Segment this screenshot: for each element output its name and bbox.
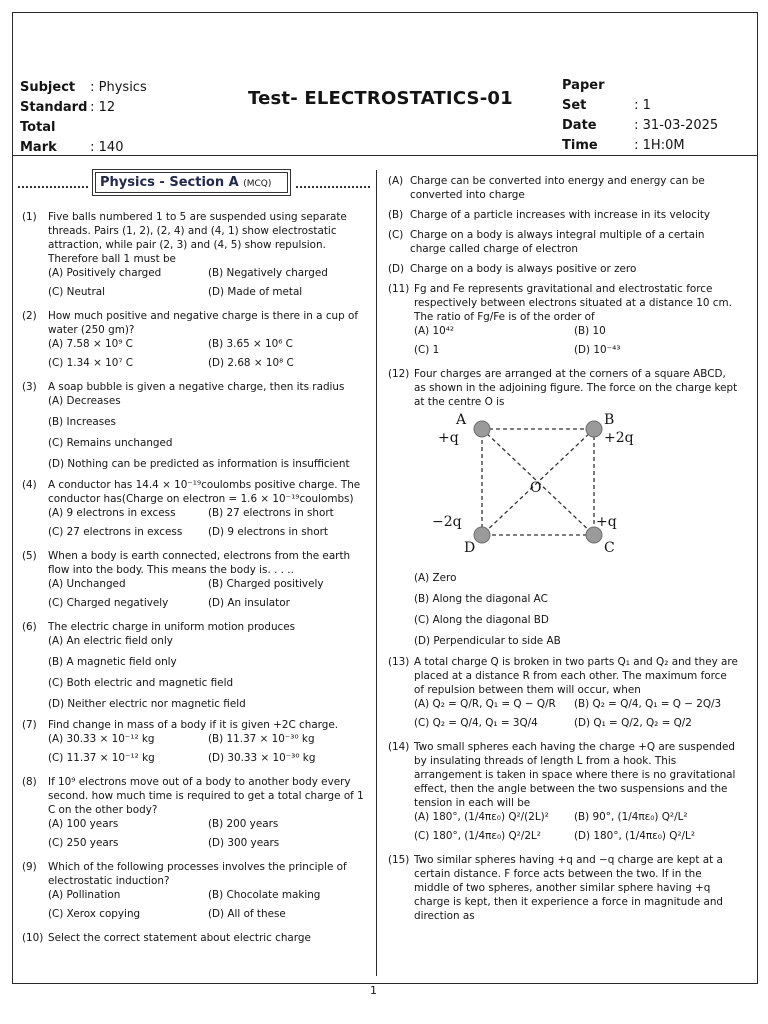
option-3[interactable]: (D) 2.68 × 10⁸ C: [208, 357, 294, 369]
option-3[interactable]: (D) All of these: [208, 908, 286, 920]
q10-options: [388, 174, 738, 276]
question-left-0: [22, 210, 370, 304]
option-2[interactable]: (C) 1: [414, 344, 440, 356]
option-1[interactable]: (B) Charged positively: [208, 578, 324, 590]
option-1[interactable]: (B) 10: [574, 325, 606, 337]
question-right-1: [388, 367, 738, 648]
option-0[interactable]: (A) Unchanged: [48, 578, 126, 590]
section-title-box: [92, 169, 291, 196]
question-left-4: [22, 549, 370, 615]
option-letter: (A): [388, 175, 404, 187]
question-left-1: [22, 309, 370, 375]
section-dots-left: [18, 186, 88, 188]
option-row: [48, 817, 370, 836]
option-3[interactable]: (D) Made of metal: [208, 286, 303, 298]
header-divider: [12, 155, 758, 156]
option-row: [48, 506, 370, 525]
option-2[interactable]: (C) 1.34 × 10⁷ C: [48, 357, 134, 369]
page-number: 1: [370, 984, 377, 997]
page-title: Test- ELECTROSTATICS-01: [248, 88, 513, 109]
question-left-2: [22, 380, 370, 471]
option-2[interactable]: (C) 250 years: [48, 837, 119, 849]
question-number: (13): [388, 656, 410, 668]
option-2[interactable]: (C) Q₂ = Q/4, Q₁ = 3Q/4: [414, 717, 538, 729]
option-1[interactable]: (B) Chocolate making: [208, 889, 321, 901]
charge-a: +q: [438, 430, 459, 446]
option-3[interactable]: (D) 30.33 × 10⁻³⁰ kg: [208, 752, 316, 764]
option-row: [48, 888, 370, 907]
option-1[interactable]: (B) Q₂ = Q/4, Q₁ = Q − 2Q/3: [574, 698, 722, 710]
option-row: [48, 732, 370, 751]
option-2[interactable]: (C) Charged negatively: [48, 597, 169, 609]
option-row: [48, 907, 370, 926]
standard-label: Standard: [20, 100, 88, 115]
question-right-3: [388, 740, 738, 848]
option-text: Charge on a body is always positive or zero: [410, 263, 637, 275]
option-3[interactable]: (D) Neither electric nor magnetic field: [48, 698, 246, 710]
standard-value: : 12: [90, 100, 116, 115]
option-text: Charge on a body is always integral multiple of a certain charge called charge of electron: [410, 229, 705, 255]
time-value: : 1H:0M: [634, 138, 685, 153]
option-0[interactable]: (A) An electric field only: [48, 635, 173, 647]
question-number: (1): [22, 211, 37, 223]
option-row: [414, 716, 738, 735]
paper-set-value: : 1: [634, 98, 651, 113]
question-right-2: [388, 655, 738, 735]
option-row: [48, 751, 370, 770]
option-1[interactable]: (B) Negatively charged: [208, 267, 328, 279]
question-left-9: [22, 931, 370, 945]
question-left-5: [22, 620, 370, 711]
label-c: C: [604, 540, 615, 556]
paper-set-label: Paper Set: [562, 78, 605, 113]
q10-option-2[interactable]: [388, 228, 738, 256]
question-number: (10): [22, 932, 44, 944]
option-1[interactable]: (B) 11.37 × 10⁻³⁰ kg: [208, 733, 315, 745]
question-left-8: [22, 860, 370, 926]
question-text: Two similar spheres having +q and −q charge are kept at a certain distance. F force acts between the two. If in the middle of two spheres, another similar sphere having +q charge is kept, then it experience a force in magnitude and direction as: [414, 854, 724, 922]
time-label: Time: [562, 138, 598, 153]
option-2[interactable]: (C) Both electric and magnetic field: [48, 677, 234, 689]
option-0[interactable]: (A) 100 years: [48, 818, 119, 830]
option-2[interactable]: (C) 27 electrons in excess: [48, 526, 183, 538]
question-text: Two small spheres each having the charge +Q are suspended by insulating threads of length L from a hook. This arrangement is taken in space where there is no gravitational effect, then the angle between the two suspensions and the tension in each will be: [414, 741, 736, 809]
right-questions: [388, 282, 738, 923]
option-row: [414, 697, 738, 716]
option-row: [414, 324, 738, 343]
option-1[interactable]: (B) 3.65 × 10⁶ C: [208, 338, 293, 350]
question-number: (4): [22, 479, 37, 491]
option-2[interactable]: (C) Neutral: [48, 286, 106, 298]
label-o: O: [530, 480, 542, 496]
question-number: (9): [22, 861, 37, 873]
date-label: Date: [562, 118, 597, 133]
charge-sphere-a: [474, 421, 490, 437]
option-row: [48, 356, 370, 375]
right-column: [388, 174, 738, 928]
question-number: (15): [388, 854, 410, 866]
option-1[interactable]: (B) Increases: [48, 416, 116, 428]
option-1[interactable]: (B) A magnetic field only: [48, 656, 177, 668]
question-right-4: [388, 853, 738, 923]
question-text: The electric charge in uniform motion produces: [48, 621, 296, 633]
option-1[interactable]: (B) 90°, (1/4πε₀) Q²/L²: [574, 811, 688, 823]
option-3[interactable]: (D) 300 years: [208, 837, 280, 849]
option-3[interactable]: (D) 10⁻⁴³: [574, 344, 621, 356]
option-0[interactable]: (A) 10⁴²: [414, 325, 455, 337]
option-0[interactable]: (A) Pollination: [48, 889, 121, 901]
option-0[interactable]: (A) Q₂ = Q/R, Q₁ = Q − Q/R: [414, 698, 556, 710]
question-text: Four charges are arranged at the corners of a square ABCD, as shown in the adjoining figure. The force on the charge kept at the centre O is: [414, 368, 738, 408]
charge-b: +2q: [604, 430, 634, 446]
option-text: Charge can be converted into energy and energy can be converted into charge: [410, 175, 705, 201]
option-1[interactable]: (B) Along the diagonal AC: [414, 593, 548, 605]
charge-sphere-d: [474, 527, 490, 543]
question-right-0: [388, 282, 738, 362]
question-text: Five balls numbered 1 to 5 are suspended using separate threads. Pairs (1, 2), (2, 4) and (4, 1) show electrostatic attraction, while pair (2, 3) and (4, 5) show repulsion. Therefore ball 1 must be: [48, 211, 347, 265]
option-letter: (D): [388, 263, 405, 275]
section-title: Physics - Section A: [100, 175, 239, 190]
date-value: : 31-03-2025: [634, 118, 719, 133]
option-row: [48, 266, 370, 285]
header-right: [562, 76, 718, 156]
option-0[interactable]: (A) Zero: [414, 572, 457, 584]
option-row: [48, 525, 370, 544]
option-2[interactable]: (C) 180°, (1/4πε₀) Q²/2L²: [414, 830, 541, 842]
label-a: A: [456, 412, 467, 428]
question-text: If 10⁹ electrons move out of a body to another body every second. how much time is required to get a total charge of 1 C on the other body?: [48, 776, 364, 816]
question-number: (6): [22, 621, 37, 633]
label-d: D: [464, 540, 476, 556]
option-3[interactable]: (D) An insulator: [208, 597, 290, 609]
option-row: [48, 836, 370, 855]
question-text: A conductor has 14.4 × 10⁻¹⁹coulombs positive charge. The conductor has(Charge on electron = 1.6 × 10⁻¹⁹coulombs): [48, 479, 361, 505]
question-number: (2): [22, 310, 37, 322]
charge-d: −2q: [432, 514, 462, 530]
option-letter: (C): [388, 229, 404, 241]
question-number: (7): [22, 719, 37, 731]
option-2[interactable]: (C) 11.37 × 10⁻¹² kg: [48, 752, 155, 764]
question-number: (11): [388, 283, 410, 295]
option-0[interactable]: (A) 9 electrons in excess: [48, 507, 176, 519]
subject-label: Subject: [20, 80, 76, 95]
question-text: When a body is earth connected, electrons from the earth flow into the body. This means the body is. . . ..: [48, 550, 351, 576]
option-row: [414, 343, 738, 362]
question-left-6: [22, 718, 370, 770]
charge-sphere-b: [586, 421, 602, 437]
question-text: A total charge Q is broken in two parts Q₁ and Q₂ and they are placed at a distance R from each other. The maximum force of repulsion between them will occur, when: [414, 656, 738, 696]
option-3[interactable]: (D) Perpendicular to side AB: [414, 635, 561, 647]
option-row: [48, 596, 370, 615]
charge-c: +q: [596, 514, 617, 530]
option-row: [48, 285, 370, 304]
q10-option-3[interactable]: [388, 262, 738, 276]
q10-option-0[interactable]: [388, 174, 738, 202]
option-0[interactable]: (A) Positively charged: [48, 267, 162, 279]
question-text: Fg and Fe represents gravitational and electrostatic force respectively between electrons situated at a distance 10 cm. The ratio of Fg/Fe is of the order of: [414, 283, 732, 323]
option-3[interactable]: (D) Q₁ = Q/2, Q₂ = Q/2: [574, 717, 692, 729]
question-number: (14): [388, 741, 410, 753]
q10-option-1[interactable]: [388, 208, 738, 222]
option-0[interactable]: (A) 180°, (1/4πε₀) Q²/(2L)²: [414, 811, 549, 823]
option-row: [48, 577, 370, 596]
option-2[interactable]: (C) Xerox copying: [48, 908, 141, 920]
section-subtitle: (MCQ): [243, 179, 272, 189]
option-0[interactable]: (A) 7.58 × 10⁹ C: [48, 338, 133, 350]
footer-divider: [12, 983, 758, 984]
option-row: [48, 337, 370, 356]
option-2[interactable]: (C) Along the diagonal BD: [414, 614, 549, 626]
option-3[interactable]: (D) 9 electrons in short: [208, 526, 328, 538]
option-0[interactable]: (A) Decreases: [48, 395, 121, 407]
question-text: Select the correct statement about electric charge: [48, 932, 311, 944]
column-divider: [376, 170, 377, 976]
question-text: Find change in mass of a body if it is given +2C charge.: [48, 719, 339, 731]
square-charges-figure: [424, 411, 664, 571]
option-row: [414, 829, 738, 848]
option-2[interactable]: (C) Remains unchanged: [48, 437, 173, 449]
question-text: How much positive and negative charge is there in a cup of water (250 gm)?: [48, 310, 359, 336]
question-number: (3): [22, 381, 37, 393]
option-1[interactable]: (B) 27 electrons in short: [208, 507, 334, 519]
question-left-3: [22, 478, 370, 544]
question-number: (8): [22, 776, 37, 788]
option-0[interactable]: (A) 30.33 × 10⁻¹² kg: [48, 733, 155, 745]
label-b: B: [604, 412, 615, 428]
subject-value: : Physics: [90, 80, 147, 95]
header-left: [20, 78, 147, 158]
question-number: (12): [388, 368, 410, 380]
question-left-7: [22, 775, 370, 855]
option-text: Charge of a particle increases with increase in its velocity: [410, 209, 711, 221]
section-dots-right: [296, 186, 370, 188]
question-number: (5): [22, 550, 37, 562]
left-column: [22, 210, 370, 950]
option-1[interactable]: (B) 200 years: [208, 818, 279, 830]
option-3[interactable]: (D) Nothing can be predicted as information is insufficient: [48, 458, 350, 470]
total-mark-label: Total Mark: [20, 120, 57, 155]
question-text: A soap bubble is given a negative charge, then its radius: [48, 381, 345, 393]
option-letter: (B): [388, 209, 404, 221]
option-3[interactable]: (D) 180°, (1/4πε₀) Q²/L²: [574, 830, 696, 842]
option-row: [414, 810, 738, 829]
total-mark-value: : 140: [90, 140, 124, 155]
question-text: Which of the following processes involves the principle of electrostatic induction?: [48, 861, 347, 887]
